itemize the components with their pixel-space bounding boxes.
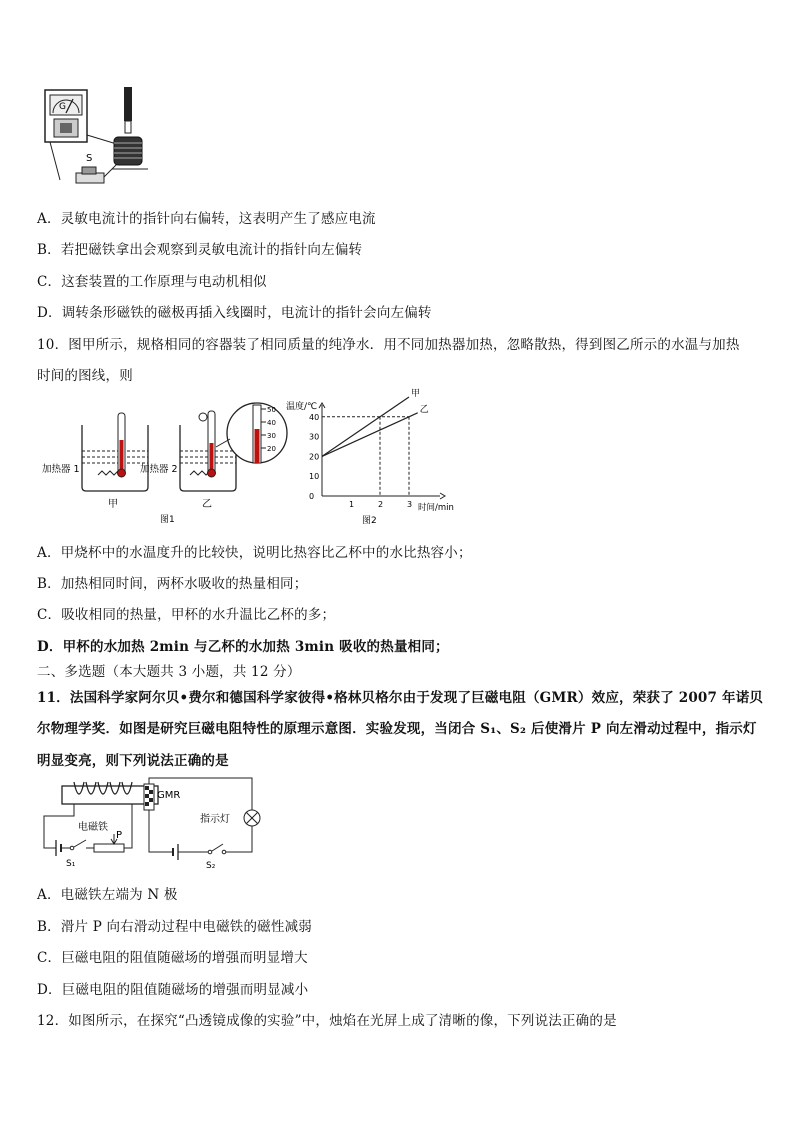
q11-option-c: C．巨磁电阻的阻值随磁场的增强而明显增大	[37, 950, 308, 966]
q9-option-b: B．若把磁铁拿出会观察到灵敏电流计的指针向左偏转	[37, 242, 363, 258]
y-tick-label: 40	[309, 412, 320, 422]
q10-option-b: B．加热相同时间，两杯水吸收的热量相同；	[37, 576, 308, 592]
s2-label: S₂	[206, 861, 216, 871]
series-label: 甲	[411, 389, 421, 399]
q10-figure1-beakers	[40, 395, 300, 530]
s1-label: S₁	[66, 859, 76, 869]
galvanometer-coil-figure	[40, 85, 160, 195]
chart-caption: 图2	[362, 516, 377, 526]
cup-b-label: 乙	[202, 499, 212, 510]
y-tick-label: 0	[309, 492, 315, 501]
q12-stem: 12．如图所示，在探究“凸透镜成像的实验”中，烛焰在光屏上成了清晰的像，下列说法正确的是	[37, 1013, 617, 1029]
q11-stem-line1: 11．法国科学家阿尔贝•费尔和德国科学家彼得•格林贝格尔由于发现了巨磁电阻（GMR）效应，荣获了 2007 年诺贝	[37, 690, 764, 706]
gmr-label: GMR	[157, 790, 181, 801]
electromagnet-label: 电磁铁	[78, 822, 108, 833]
lamp-label: 指示灯	[200, 814, 230, 825]
y-tick-label: 10	[309, 472, 320, 482]
switch-label: S	[86, 153, 93, 164]
slider-label: P	[116, 830, 123, 841]
section2-heading: 二、多选题（本大题共 3 小题，共 12 分）	[37, 664, 301, 680]
thermo-tick-40: 40	[267, 419, 276, 427]
cup-a-label: 甲	[108, 499, 118, 510]
q9-option-a: A．灵敏电流计的指针向右偏转，这表明产生了感应电流	[37, 211, 376, 227]
heater1-label: 加热器 1	[42, 464, 80, 475]
q10-stem-line1: 10．图甲所示，规格相同的容器装了相同质量的纯净水．用不同加热器加热，忽略散热，得到图乙所示的水温与加热	[37, 337, 740, 353]
x-tick-label: 3	[407, 500, 413, 509]
x-axis-label: 时间/min	[418, 503, 454, 513]
meter-letter: G	[59, 102, 66, 112]
y-tick-label: 30	[309, 432, 320, 442]
q11-gmr-circuit-figure	[40, 778, 270, 870]
q11-stem-line3: 明显变亮，则下列说法正确的是	[37, 753, 229, 769]
series-line-jia	[322, 397, 409, 456]
q11-stem-line2: 尔物理学奖．如图是研究巨磁电阻特性的原理示意图．实验发现，当闭合 S₁、S₂ 后使滑片 P 向左滑动过程中，指示灯	[37, 721, 757, 737]
q9-option-c: C．这套装置的工作原理与电动机相似	[37, 274, 267, 290]
q10-option-a: A．甲烧杯中的水温度升的比较快，说明比热容比乙杯中的水比热容小；	[37, 545, 472, 561]
q11-option-a: A．电磁铁左端为 N 极	[37, 887, 178, 903]
heater2-label: 加热器 2	[140, 464, 178, 475]
q11-option-b: B．滑片 P 向右滑动过程中电磁铁的磁性减弱	[37, 919, 312, 935]
q10-stem-line2: 时间的图线，则	[37, 368, 133, 384]
q11-option-d: D．巨磁电阻的阻值随磁场的增强而明显减小	[37, 982, 309, 998]
thermo-tick-20: 20	[267, 445, 276, 453]
x-tick-label: 2	[378, 500, 384, 509]
q10-option-c: C．吸收相同的热量，甲杯的水升温比乙杯的多；	[37, 607, 336, 623]
series-label: 乙	[419, 404, 429, 415]
thermo-tick-30: 30	[267, 432, 276, 440]
q10-option-d: D．甲杯的水加热 2min 与乙杯的水加热 3min 吸收的热量相同；	[37, 639, 449, 655]
series-line-yi	[322, 413, 418, 457]
q10-temperature-chart	[286, 389, 470, 528]
q9-option-d: D．调转条形磁铁的磁极再插入线圈时，电流计的指针会向左偏转	[37, 305, 432, 321]
fig1-caption: 图1	[160, 515, 175, 525]
y-axis-label: 温度/℃	[286, 402, 318, 412]
x-tick-label: 1	[349, 500, 355, 509]
thermo-tick-50: 50	[267, 406, 276, 414]
y-tick-label: 20	[309, 452, 320, 462]
